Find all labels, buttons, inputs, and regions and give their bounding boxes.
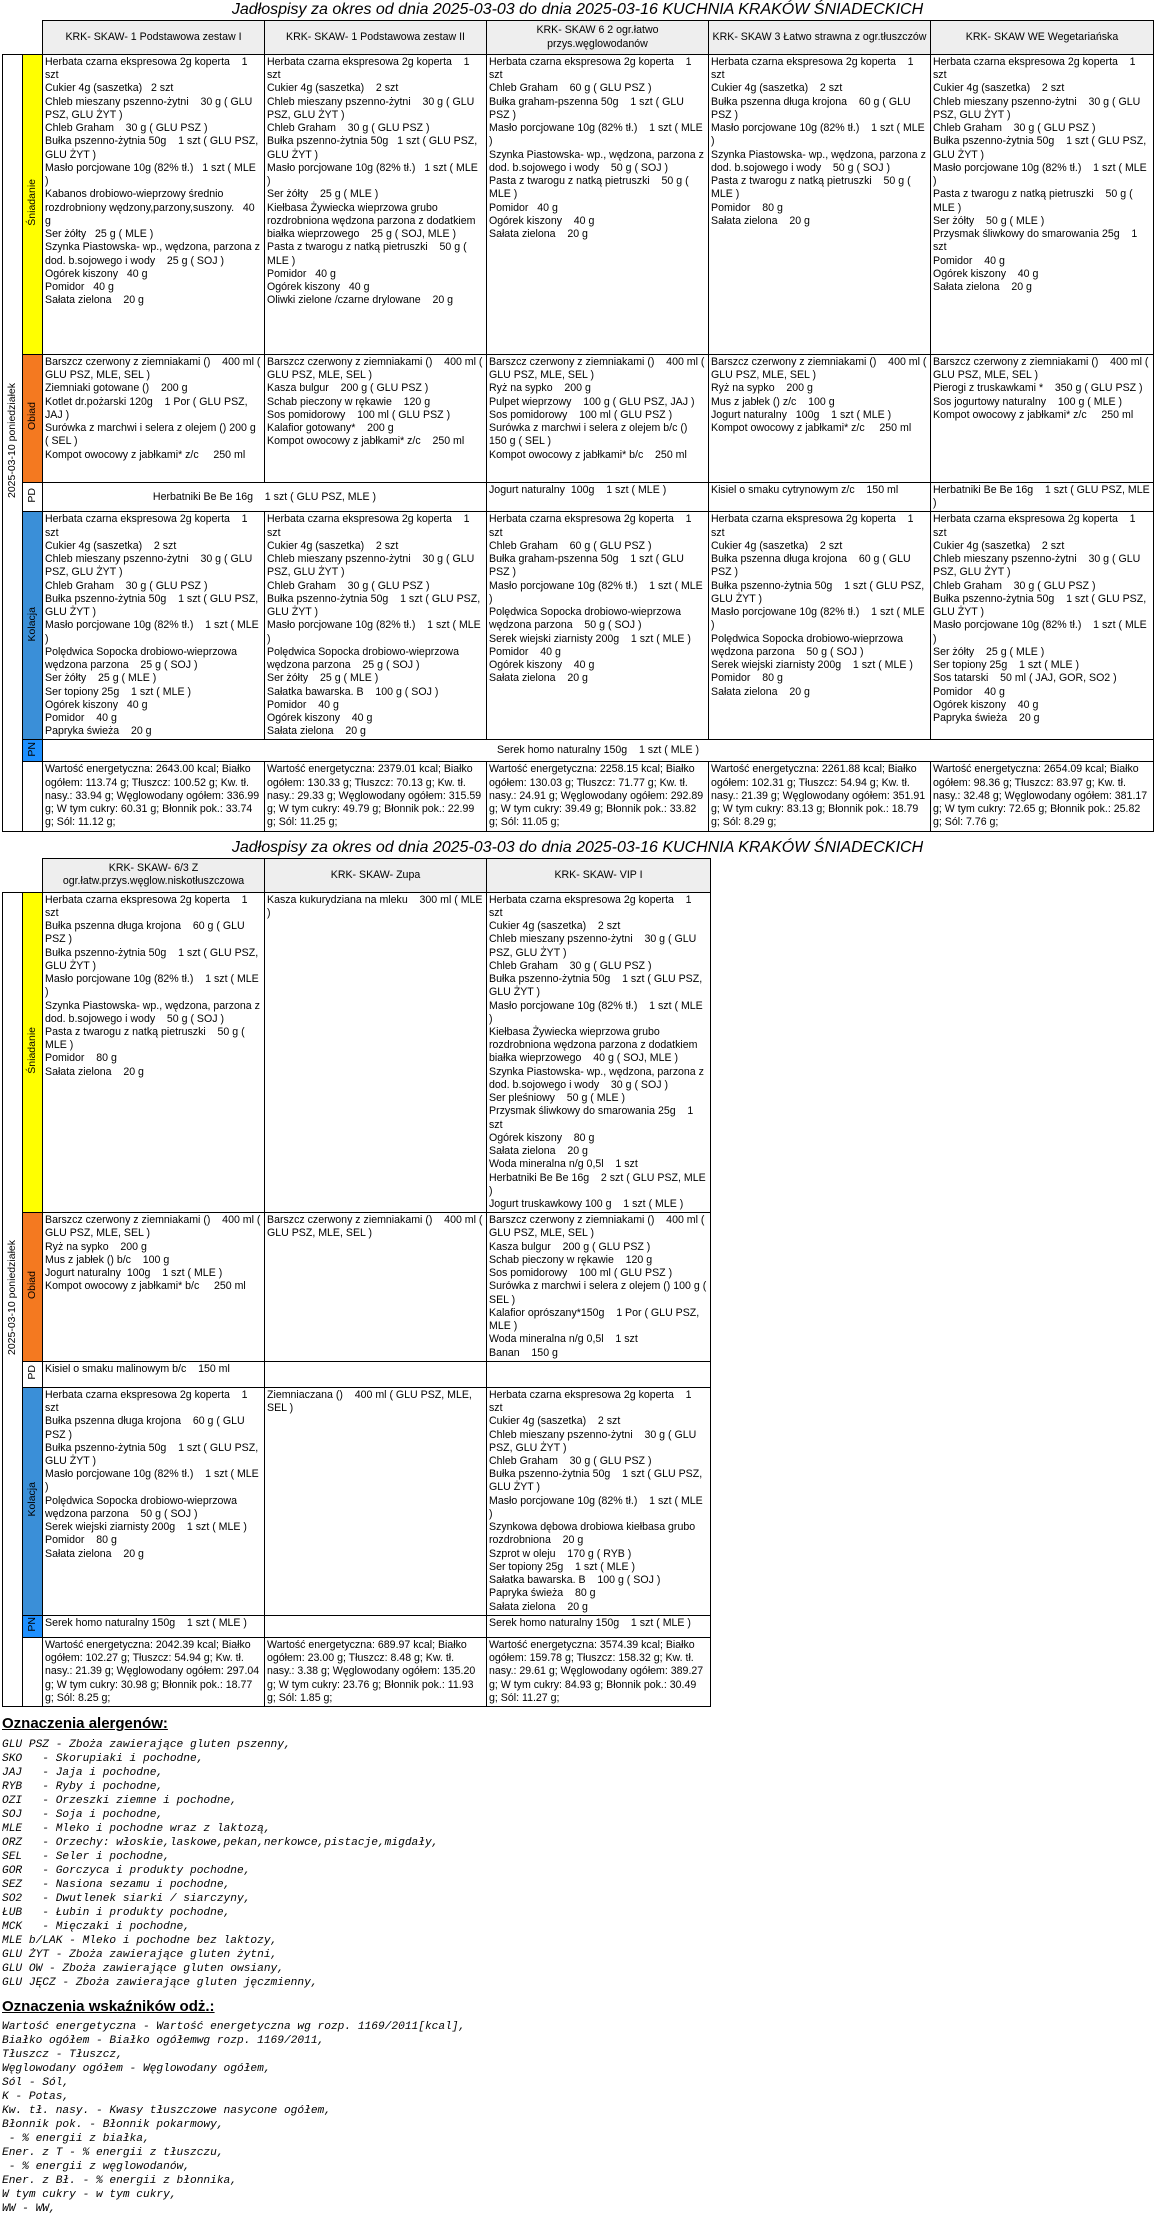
- menu-cell: Herbata czarna ekspresowa 2g koperta 1 szt Cukier 4g (saszetka) 2 szt Chleb mieszany pszenno-żytni 30 g ( GLU PSZ, GLU ŻYT ) Chleb Graham 30 g ( GLU PSZ ) Bułka pszenno-żytnia 50g 1 szt ( GLU PSZ, GLU ŻYT ) Masło porcjowane 10g (82% tł.) 1 szt ( MLE ) Szynkowa dębowa drobiowa kiełbasa grubo rozdrobniona 20 g Szprot w oleju 170 g ( RYB ) Ser topiony 25g 1 szt ( MLE ) Sałatka bawarska. B 100 g ( SOJ ) Papryka świeża 80 g Sałata zielona 20 g: [487, 1387, 711, 1615]
- menu-cell: Herbata czarna ekspresowa 2g koperta 1 szt Cukier 4g (saszetka) 2 szt Bułka pszenna długa krojona 60 g ( GLU PSZ ) Bułka pszenno-żytnia 50g 1 szt ( GLU PSZ, GLU ŻYT ) Masło porcjowane 10g (82% tł.) 1 szt ( MLE ) Polędwica Sopocka drobiowo-wieprzowa wędzona parzona 50 g ( SOJ ) Serek wiejski ziarnisty 200g 1 szt ( MLE ) Pomidor 80 g Sałata zielona 20 g: [709, 512, 931, 740]
- menu-cell: Barszcz czerwony z ziemniakami () 400 ml ( GLU PSZ, MLE, SEL ): [265, 1213, 487, 1362]
- column-header: KRK- SKAW- 6/3 Z ogr.łatw.przys.węglow.niskotłuszczowa: [43, 858, 265, 892]
- nutrition-cell: Wartość energetyczna: 689.97 kcal; Białko ogółem: 23.00 g; Tłuszcz: 8.48 g; Kw. tł. nasy.: 3.38 g; Węglowodany ogółem: 135.20 g; W tym cukry: 23.76 g; Błonnik pok.: 11.93 g; Sól: 1.85 g;: [265, 1637, 487, 1706]
- menu-cell: [265, 1361, 487, 1387]
- menu-cell: Herbata czarna ekspresowa 2g koperta 1 szt Chleb Graham 60 g ( GLU PSZ ) Bułka graham-pszenna 50g 1 szt ( GLU PSZ ) Masło porcjowane 10g (82% tł.) 1 szt ( MLE ) Szynka Piastowska- wp., wędzona, parzona z dod. b.sojowego i wody 50 g ( SOJ ) Pasta z twarogu z natką pietruszki 50 g ( MLE ) Pomidor 40 g Ogórek kiszony 40 g Sałata zielona 20 g: [487, 55, 709, 355]
- meal-label-values: [23, 1637, 43, 1706]
- column-header: KRK- SKAW 3 Łatwo strawna z ogr.tłuszczów: [709, 21, 931, 55]
- menu-cell: Herbata czarna ekspresowa 2g koperta 1 szt Cukier 4g (saszetka) 2 szt Chleb mieszany pszenno-żytni 30 g ( GLU PSZ, GLU ŻYT ) Chleb Graham 30 g ( GLU PSZ ) Bułka pszenno-żytnia 50g 1 szt ( GLU PSZ, GLU ŻYT ) Masło porcjowane 10g (82% tł.) 1 szt ( MLE ) Ser żółty 25 g ( MLE ) Kiełbasa Żywiecka wieprzowa grubo rozdrobniona wędzona parzona z dodatkiem białka wieprzowego 25 g ( SOJ, MLE ) Pasta z twarogu z natką pietruszki 50 g ( MLE ) Pomidor 40 g Ogórek kiszony 40 g Oliwki zielone /czarne drylowane 20 g: [265, 55, 487, 355]
- indicator-list: [2, 2020, 1155, 2216]
- menu-cell: [265, 1615, 487, 1637]
- menu-cell: Barszcz czerwony z ziemniakami () 400 ml ( GLU PSZ, MLE, SEL ) Ziemniaki gotowane () 200 g Kotlet dr.pożarski 120g 1 Por ( GLU PSZ, JAJ ) Surówka z marchwi i selera z olejem () 200 g ( SEL ) Kompot owocowy z jabłkami* z/c 250 ml: [43, 355, 265, 483]
- column-header: KRK- SKAW- 1 Podstawowa zestaw I: [43, 21, 265, 55]
- menu-table-1: [2, 20, 1154, 832]
- meal-label-pd: PD: [23, 1361, 43, 1387]
- column-header: KRK- SKAW- Zupa: [265, 858, 487, 892]
- meal-label-sniadanie: Śniadanie: [23, 892, 43, 1213]
- nutrition-cell: Wartość energetyczna: 2258.15 kcal; Białko ogółem: 130.03 g; Tłuszcz: 71.77 g; Kw. tł. nasy.: 24.91 g; Węglowodany ogółem: 292.89 g; W tym cukry: 39.49 g; Błonnik pok.: 33.82 g; Sól: 11.05 g;: [487, 762, 709, 831]
- indicator-item: - % energii z węglowodanów,: [2, 2161, 190, 2174]
- allergens-heading: Oznaczenia alergenów:: [2, 1714, 168, 1732]
- menu-cell: Herbata czarna ekspresowa 2g koperta 1 szt Chleb Graham 60 g ( GLU PSZ ) Bułka graham-pszenna 50g 1 szt ( GLU PSZ ) Masło porcjowane 10g (82% tł.) 1 szt ( MLE ) Polędwica Sopocka drobiowo-wieprzowa wędzona parzona 50 g ( SOJ ) Serek wiejski ziarnisty 200g 1 szt ( MLE ) Pomidor 40 g Ogórek kiszony 40 g Sałata zielona 20 g: [487, 512, 709, 740]
- menu-cell: Serek homo naturalny 150g 1 szt ( MLE ): [487, 1615, 711, 1637]
- meal-label-obiad: Obiad: [23, 1213, 43, 1362]
- nutrition-cell: Wartość energetyczna: 2654.09 kcal; Białko ogółem: 98.36 g; Tłuszcz: 83.97 g; Kw. tł. nasy.: 32.48 g; Węglowodany ogółem: 381.17 g; W tym cukry: 72.65 g; Błonnik pok.: 25.82 g; Sól: 7.76 g;: [931, 762, 1154, 831]
- meal-label-sniadanie: Śniadanie: [23, 55, 43, 355]
- menu-cell: Herbata czarna ekspresowa 2g koperta 1 szt Cukier 4g (saszetka) 2 szt Chleb mieszany pszenno-żytni 30 g ( GLU PSZ, GLU ŻYT ) Chleb Graham 30 g ( GLU PSZ ) Bułka pszenno-żytnia 50g 1 szt ( GLU PSZ, GLU ŻYT ) Masło porcjowane 10g (82% tł.) 1 szt ( MLE ) Kiełbasa Żywiecka wieprzowa grubo rozdrobniona wędzona parzona z dodatkiem białka wieprzowego 40 g ( SOJ, MLE ) Szynka Piastowska- wp., wędzona, parzona z dod. b.sojowego i wody 30 g ( SOJ ) Ser pleśniowy 50 g ( MLE ) Przysmak śliwkowy do smarowania 25g 1 szt Ogórek kiszony 80 g Sałata zielona 20 g Woda mineralna n/g 0,5l 1 szt Herbatniki Be Be 16g 2 szt ( GLU PSZ, MLE ) Jogurt truskawkowy 100 g 1 szt ( MLE ): [487, 892, 711, 1213]
- allergen-item: GLU ŻYT - Zboża zawierające gluten żytni,: [2, 1948, 278, 1961]
- allergen-item: MLE b/LAK - Mleko i pochodne bez laktozy,: [2, 1934, 278, 1947]
- allergen-item: SO2 - Dwutlenek siarki / siarczyny,: [2, 1892, 251, 1905]
- menu-cell: Herbata czarna ekspresowa 2g koperta 1 szt Cukier 4g (saszetka) 2 szt Chleb mieszany pszenno-żytni 30 g ( GLU PSZ, GLU ŻYT ) Chleb Graham 30 g ( GLU PSZ ) Bułka pszenno-żytnia 50g 1 szt ( GLU PSZ, GLU ŻYT ) Masło porcjowane 10g (82% tł.) 1 szt ( MLE ) Kabanos drobiowo-wieprzowy średnio rozdrobniony wędzony,parzony,suszony. 40 g Ser żółty 25 g ( MLE ) Szynka Piastowska- wp., wędzona, parzona z dod. b.sojowego i wody 25 g ( SOJ ) Ogórek kiszony 40 g Pomidor 40 g Sałata zielona 20 g: [43, 55, 265, 355]
- menu-cell-span: Serek homo naturalny 150g 1 szt ( MLE ): [43, 740, 1154, 762]
- indicator-item: K - Potas,: [2, 2091, 70, 2104]
- indicator-item: Węglowodany ogółem - Węglowodany ogółem,: [2, 2063, 271, 2076]
- date-cell: [3, 55, 23, 832]
- menu-cell: Barszcz czerwony z ziemniakami () 400 ml ( GLU PSZ, MLE, SEL ) Kasza bulgur 200 g ( GLU PSZ ) Schab pieczony w rękawie 120 g Sos pomidorowy 100 ml ( GLU PSZ ) Kalafior gotowany* 200 g Kompot owocowy z jabłkami* z/c 250 ml: [265, 355, 487, 483]
- nutrition-cell: Wartość energetyczna: 3574.39 kcal; Białko ogółem: 159.78 g; Tłuszcz: 158.32 g; Kw. tł. nasy.: 29.61 g; Węglowodany ogółem: 389.27 g; W tym cukry: 84.93 g; Błonnik pok.: 30.49 g; Sól: 11.27 g;: [487, 1637, 711, 1706]
- menu-cell: Barszcz czerwony z ziemniakami () 400 ml ( GLU PSZ, MLE, SEL ) Ryż na sypko 200 g Mus z jabłek () b/c 100 g Jogurt naturalny 100g 1 szt ( MLE ) Kompot owocowy z jabłkami* b/c 250 ml: [43, 1213, 265, 1362]
- indicators-heading: Oznaczenia wskaźników odż.:: [2, 1997, 215, 2015]
- meal-label-pd: PD: [23, 483, 43, 512]
- date-label: 2025-03-10 poniedziałek: [5, 383, 18, 499]
- menu-table-2: [2, 858, 711, 1707]
- indicator-item: Sól - Sól,: [2, 2077, 70, 2090]
- column-header: KRK- SKAW 6 2 ogr.łatwo przys.węglowodanów: [487, 21, 709, 55]
- allergen-item: GLU OW - Zboża zawierające gluten owsiany,: [2, 1962, 284, 1975]
- indicator-item: Tłuszcz - Tłuszcz,: [2, 2049, 123, 2062]
- menu-cell: Kisiel o smaku malinowym b/c 150 ml: [43, 1361, 265, 1387]
- menu-cell: Herbata czarna ekspresowa 2g koperta 1 szt Cukier 4g (saszetka) 2 szt Chleb mieszany pszenno-żytni 30 g ( GLU PSZ, GLU ŻYT ) Chleb Graham 30 g ( GLU PSZ ) Bułka pszenno-żytnia 50g 1 szt ( GLU PSZ, GLU ŻYT ) Masło porcjowane 10g (82% tł.) 1 szt ( MLE ) Polędwica Sopocka drobiowo-wieprzowa wędzona parzona 25 g ( SOJ ) Ser żółty 25 g ( MLE ) Ser topiony 25g 1 szt ( MLE ) Ogórek kiszony 40 g Pomidor 40 g Papryka świeża 20 g: [43, 512, 265, 740]
- allergen-item: RYB - Ryby i pochodne,: [2, 1780, 164, 1793]
- indicator-item: Kw. tł. nasy. - Kwasy tłuszczowe nasycone ogółem,: [2, 2105, 331, 2118]
- menu-cell: Herbata czarna ekspresowa 2g koperta 1 szt Cukier 4g (saszetka) 2 szt Chleb mieszany pszenno-żytni 30 g ( GLU PSZ, GLU ŻYT ) Chleb Graham 30 g ( GLU PSZ ) Bułka pszenno-żytnia 50g 1 szt ( GLU PSZ, GLU ŻYT ) Masło porcjowane 10g (82% tł.) 1 szt ( MLE ) Ser żółty 25 g ( MLE ) Ser topiony 25g 1 szt ( MLE ) Sos tatarski 50 ml ( JAJ, GOR, SO2 ) Pomidor 40 g Ogórek kiszony 40 g Papryka świeża 20 g: [931, 512, 1154, 740]
- menu-cell: Barszcz czerwony z ziemniakami () 400 ml ( GLU PSZ, MLE, SEL ) Kasza bulgur 200 g ( GLU PSZ ) Schab pieczony w rękawie 120 g Sos pomidorowy 100 ml ( GLU PSZ ) Surówka z marchwi i selera z olejem () 100 g ( SEL ) Kalafior oprószany*150g 1 Por ( GLU PSZ, MLE ) Woda mineralna n/g 0,5l 1 szt Banan 150 g: [487, 1213, 711, 1362]
- allergen-item: GLU JĘCZ - Zboża zawierające gluten jęczmienny,: [2, 1976, 318, 1989]
- allergen-item: GOR - Gorczyca i produkty pochodne,: [2, 1864, 251, 1877]
- indicator-item: Białko ogółem - Białko ogółemwg rozp. 1169/2011,: [2, 2035, 325, 2048]
- meal-label-values: [23, 762, 43, 831]
- column-header: KRK- SKAW- 1 Podstawowa zestaw II: [265, 21, 487, 55]
- allergen-item: OZI - Orzeszki ziemne i pochodne,: [2, 1794, 237, 1807]
- allergen-item: JAJ - Jaja i pochodne,: [2, 1766, 164, 1779]
- allergen-item: SEL - Seler i pochodne,: [2, 1850, 170, 1863]
- indicator-item: Ener. z Bł. - % energii z błonnika,: [2, 2175, 237, 2188]
- indicator-item: Błonnik pok. - Błonnik pokarmowy,: [2, 2119, 224, 2132]
- indicator-item: - % energii z białka,: [2, 2133, 150, 2146]
- indicator-item: Ener. z T - % energii z tłuszczu,: [2, 2147, 224, 2160]
- date-label: 2025-03-10 poniedziałek: [5, 1239, 18, 1355]
- allergen-item: GLU PSZ - Zboża zawierające gluten pszenny,: [2, 1738, 291, 1751]
- allergen-item: ORZ - Orzechy: włoskie,laskowe,pekan,nerkowce,pistacje,migdały,: [2, 1836, 439, 1849]
- page-title-1: Jadłospisy za okres od dnia 2025-03-03 do dnia 2025-03-16 KUCHNIA KRAKÓW ŚNIADECKICH: [231, 1, 924, 18]
- allergen-item: MLE - Mleko i pochodne wraz z laktozą,: [2, 1822, 271, 1835]
- nutrition-cell: Wartość energetyczna: 2379.01 kcal; Białko ogółem: 130.33 g; Tłuszcz: 70.13 g; Kw. tł. nasy.: 29.33 g; Węglowodany ogółem: 315.59 g; W tym cukry: 49.79 g; Błonnik pok.: 22.99 g; Sól: 11.25 g;: [265, 762, 487, 831]
- header-corner: [3, 21, 43, 55]
- menu-cell: Barszcz czerwony z ziemniakami () 400 ml ( GLU PSZ, MLE, SEL ) Ryż na sypko 200 g Mus z jabłek () z/c 100 g Jogurt naturalny 100g 1 szt ( MLE ) Kompot owocowy z jabłkami* z/c 250 ml: [709, 355, 931, 483]
- indicator-item: Wartość energetyczna - Wartość energetyczna wg rozp. 1169/2011[kcal],: [2, 2021, 466, 2034]
- menu-cell: Herbatniki Be Be 16g 1 szt ( GLU PSZ, MLE ): [931, 483, 1154, 512]
- allergen-item: SKO - Skorupiaki i pochodne,: [2, 1752, 204, 1765]
- allergen-list: [2, 1738, 1155, 1990]
- allergen-item: MCK - Mięczaki i pochodne,: [2, 1920, 190, 1933]
- menu-cell: Herbata czarna ekspresowa 2g koperta 1 szt Cukier 4g (saszetka) 2 szt Chleb mieszany pszenno-żytni 30 g ( GLU PSZ, GLU ŻYT ) Chleb Graham 30 g ( GLU PSZ ) Bułka pszenno-żytnia 50g 1 szt ( GLU PSZ, GLU ŻYT ) Masło porcjowane 10g (82% tł.) 1 szt ( MLE ) Pasta z twarogu z natką pietruszki 50 g ( MLE ) Ser żółty 50 g ( MLE ) Przysmak śliwkowy do smarowania 25g 1 szt Pomidor 40 g Ogórek kiszony 40 g Sałata zielona 20 g: [931, 55, 1154, 355]
- menu-cell: Barszcz czerwony z ziemniakami () 400 ml ( GLU PSZ, MLE, SEL ) Pierogi z truskawkami * 350 g ( GLU PSZ ) Sos jogurtowy naturalny 100 g ( MLE ) Kompot owocowy z jabłkami* z/c 250 ml: [931, 355, 1154, 483]
- meal-label-obiad: Obiad: [23, 355, 43, 483]
- allergen-item: SEZ - Nasiona sezamu i pochodne,: [2, 1878, 231, 1891]
- menu-cell: Kisiel o smaku cytrynowym z/c 150 ml: [709, 483, 931, 512]
- meal-label-kolacja: Kolacja: [23, 512, 43, 740]
- menu-cell: Herbata czarna ekspresowa 2g koperta 1 szt Cukier 4g (saszetka) 2 szt Chleb mieszany pszenno-żytni 30 g ( GLU PSZ, GLU ŻYT ) Chleb Graham 30 g ( GLU PSZ ) Bułka pszenno-żytnia 50g 1 szt ( GLU PSZ, GLU ŻYT ) Masło porcjowane 10g (82% tł.) 1 szt ( MLE ) Polędwica Sopocka drobiowo-wieprzowa wędzona parzona 25 g ( SOJ ) Ser żółty 25 g ( MLE ) Sałatka bawarska. B 100 g ( SOJ ) Pomidor 40 g Ogórek kiszony 40 g Sałata zielona 20 g: [265, 512, 487, 740]
- menu-cell: Herbata czarna ekspresowa 2g koperta 1 szt Bułka pszenna długa krojona 60 g ( GLU PSZ ) Bułka pszenno-żytnia 50g 1 szt ( GLU PSZ, GLU ŻYT ) Masło porcjowane 10g (82% tł.) 1 szt ( MLE ) Polędwica Sopocka drobiowo-wieprzowa wędzona parzona 50 g ( SOJ ) Serek wiejski ziarnisty 200g 1 szt ( MLE ) Pomidor 80 g Sałata zielona 20 g: [43, 1387, 265, 1615]
- allergen-item: ŁUB - Łubin i produkty pochodne,: [2, 1906, 231, 1919]
- indicator-item: WW - WW,: [2, 2203, 56, 2216]
- menu-cell: Herbata czarna ekspresowa 2g koperta 1 szt Bułka pszenna długa krojona 60 g ( GLU PSZ ) Bułka pszenno-żytnia 50g 1 szt ( GLU PSZ, GLU ŻYT ) Masło porcjowane 10g (82% tł.) 1 szt ( MLE ) Szynka Piastowska- wp., wędzona, parzona z dod. b.sojowego i wody 50 g ( SOJ ) Pasta z twarogu z natką pietruszki 50 g ( MLE ) Pomidor 80 g Sałata zielona 20 g: [43, 892, 265, 1213]
- nutrition-cell: Wartość energetyczna: 2042.39 kcal; Białko ogółem: 102.27 g; Tłuszcz: 54.94 g; Kw. tł. nasy.: 21.39 g; Węglowodany ogółem: 297.04 g; W tym cukry: 30.98 g; Błonnik pok.: 18.77 g; Sól: 8.25 g;: [43, 1637, 265, 1706]
- column-header: KRK- SKAW- VIP I: [487, 858, 711, 892]
- column-header: KRK- SKAW WE Wegetariańska: [931, 21, 1154, 55]
- nutrition-cell: Wartość energetyczna: 2643.00 kcal; Białko ogółem: 113.74 g; Tłuszcz: 100.52 g; Kw. tł. nasy.: 33.94 g; Węglowodany ogółem: 336.99 g; W tym cukry: 60.31 g; Błonnik pok.: 33.74 g; Sól: 11.12 g;: [43, 762, 265, 831]
- menu-cell: Ziemniaczana () 400 ml ( GLU PSZ, MLE, SEL ): [265, 1387, 487, 1615]
- header-corner: [3, 858, 43, 892]
- date-cell: [3, 892, 23, 1706]
- menu-cell: Kasza kukurydziana na mleku 300 ml ( MLE ): [265, 892, 487, 1213]
- menu-cell: [487, 1361, 711, 1387]
- menu-cell: Herbata czarna ekspresowa 2g koperta 1 szt Cukier 4g (saszetka) 2 szt Bułka pszenna długa krojona 60 g ( GLU PSZ ) Masło porcjowane 10g (82% tł.) 1 szt ( MLE ) Szynka Piastowska- wp., wędzona, parzona z dod. b.sojowego i wody 50 g ( SOJ ) Pasta z twarogu z natką pietruszki 50 g ( MLE ) Pomidor 80 g Sałata zielona 20 g: [709, 55, 931, 355]
- menu-cell-span: Herbatniki Be Be 16g 1 szt ( GLU PSZ, MLE ): [43, 483, 487, 512]
- meal-label-pn: PN: [23, 1615, 43, 1637]
- nutrition-cell: Wartość energetyczna: 2261.88 kcal; Białko ogółem: 102.31 g; Tłuszcz: 54.94 g; Kw. tł. nasy.: 21.39 g; Węglowodany ogółem: 351.91 g; W tym cukry: 83.13 g; Błonnik pok.: 18.79 g; Sól: 8.29 g;: [709, 762, 931, 831]
- menu-cell: Barszcz czerwony z ziemniakami () 400 ml ( GLU PSZ, MLE, SEL ) Ryż na sypko 200 g Pulpet wieprzowy 100 g ( GLU PSZ, JAJ ) Sos pomidorowy 100 ml ( GLU PSZ ) Surówka z marchwi i selera z olejem b/c () 150 g ( SEL ) Kompot owocowy z jabłkami* b/c 250 ml: [487, 355, 709, 483]
- menu-cell: Jogurt naturalny 100g 1 szt ( MLE ): [487, 483, 709, 512]
- allergen-item: SOJ - Soja i pochodne,: [2, 1808, 164, 1821]
- page-title-2: Jadłospisy za okres od dnia 2025-03-03 do dnia 2025-03-16 KUCHNIA KRAKÓW ŚNIADECKICH: [231, 838, 924, 856]
- meal-label-kolacja: Kolacja: [23, 1387, 43, 1615]
- meal-label-pn: PN: [23, 740, 43, 762]
- indicator-item: W tym cukry - w tym cukry,: [2, 2189, 177, 2202]
- menu-cell: Serek homo naturalny 150g 1 szt ( MLE ): [43, 1615, 265, 1637]
